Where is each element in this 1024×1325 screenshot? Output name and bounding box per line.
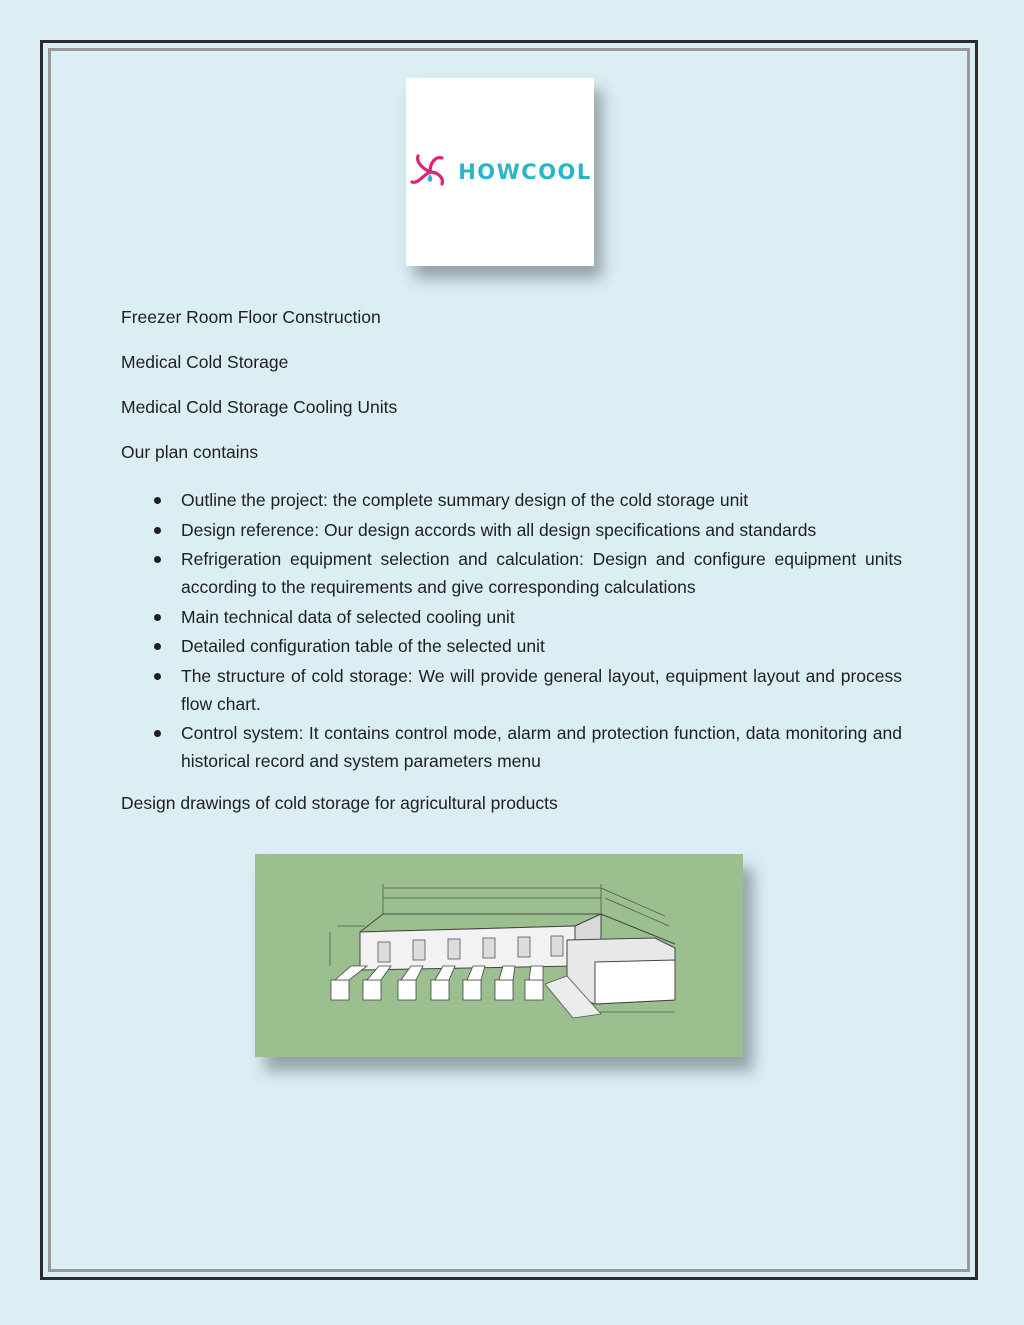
list-item: The structure of cold storage: We will provide general layout, equipment layout and process flow chart.: [121, 662, 902, 718]
list-item: Outline the project: the complete summary design of the cold storage unit: [121, 486, 902, 514]
bullet-icon: [154, 497, 161, 504]
howcool-logo: [406, 78, 594, 266]
list-item: Main technical data of selected cooling unit: [121, 603, 902, 631]
cold-storage-building-illustration: [255, 854, 743, 1057]
bullet-icon: [154, 643, 161, 650]
plan-list: [121, 486, 902, 777]
howcool-pinwheel-icon: [408, 150, 452, 194]
logo-wordmark: HOWCOOL: [458, 160, 592, 184]
bullet-icon: [154, 730, 161, 737]
heading-cooling-units: Medical Cold Storage Cooling Units: [121, 397, 398, 417]
heading-plan-contains: Our plan contains: [121, 442, 259, 462]
heading-medical-cold-storage: Medical Cold Storage: [121, 352, 289, 372]
heading-freezer-room: Freezer Room Floor Construction: [121, 307, 381, 327]
bullet-icon: [154, 527, 161, 534]
bullet-icon: [154, 556, 161, 563]
bullet-icon: [154, 614, 161, 621]
list-item: Refrigeration equipment selection and calculation: Design and configure equipment units according to the requirements and give corresponding calculations: [121, 545, 902, 601]
list-item: Design reference: Our design accords with all design specifications and standards: [121, 516, 902, 544]
bullet-icon: [154, 673, 161, 680]
list-item: Control system: It contains control mode, alarm and protection function, data monitoring and historical record and system parameters menu: [121, 719, 902, 775]
drawing-caption: Design drawings of cold storage for agricultural products: [121, 793, 558, 813]
cold-storage-drawing: [255, 854, 743, 1057]
list-item: Detailed configuration table of the selected unit: [121, 632, 902, 660]
